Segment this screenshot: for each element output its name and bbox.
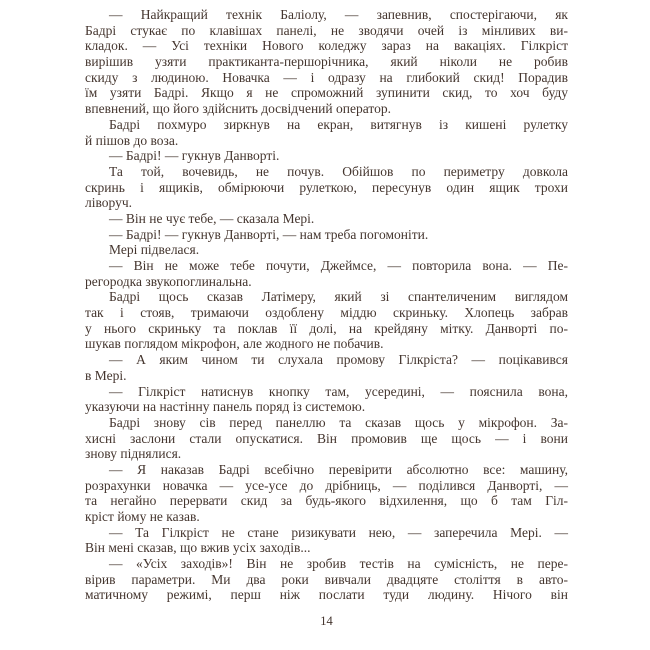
text-line: та негайно перервати скид за будь-якого відхилення, що б там Гіл- xyxy=(85,493,568,509)
text-line: кладок. — Усі техніки Нового коледжу зараз на вакаціях. Гілкріст xyxy=(85,38,568,54)
paragraph xyxy=(85,289,568,352)
text-line: розрахунки новачка — усе-усе до дрібниць, — поділився Данворті, — xyxy=(85,477,568,493)
paragraph xyxy=(85,211,568,227)
text-line: хисні заслони стали опускатися. Він промовив ще щось — і вони xyxy=(85,430,568,446)
text-line: Мері підвелася. xyxy=(109,242,200,258)
text-line: матичному режимі, перш ніж послати туди людину. Нічого він xyxy=(85,587,568,603)
text-line: вірив параметри. Ми два роки вивчали двадцяте століття в авто- xyxy=(85,571,568,587)
text-line: скиду з людиною. Новачка — і одразу на глибокий скид! Порадив xyxy=(85,69,568,85)
text-line: регородка звукопоглинальна. xyxy=(85,273,252,289)
paragraph xyxy=(85,258,568,289)
paragraph xyxy=(85,242,568,258)
text-line: Бадрі похмуро зиркнув на екран, витягнув із кишені рулетку xyxy=(109,116,568,132)
text-line: кріст йому не казав. xyxy=(85,509,200,524)
text-line: й пішов до воза. xyxy=(85,132,179,148)
paragraph xyxy=(85,7,568,117)
text-line: Бадрі знову сів перед панеллю та сказав щось у мікрофон. За- xyxy=(109,414,568,430)
text-line: — Та Гілкріст не стане ризикувати нею, — заперечила Мері. — xyxy=(109,524,568,540)
text-line: їм узяти Бадрі. Якщо я не спроможний зупинити скид, то хоч буду xyxy=(85,85,568,101)
text-line: указуючи на настінну панель поряд із системою. xyxy=(85,399,366,415)
page-number: 14 xyxy=(320,614,333,628)
paragraph xyxy=(85,227,568,243)
text-line: так і стояв, тримаючи оздоблену міддю скриньку. Хлопець забрав xyxy=(85,305,568,321)
paragraph xyxy=(85,415,568,462)
text-line: знову піднялися. xyxy=(85,446,182,462)
text-line: — Гілкріст натиснув кнопку там, усередині, — пояснила вона, xyxy=(109,383,568,399)
text-line: — Він не чує тебе, — сказала Мері. xyxy=(109,210,315,226)
text-line: у нього скриньку та поклав її долі, на крейдяну мітку. Данворті по- xyxy=(85,320,568,336)
paragraph xyxy=(85,117,568,148)
text-line: Бадрі стукає по клавішах панелі, не зводячи очей із мінливих ви- xyxy=(85,22,568,38)
text-line: Та той, вочевидь, не почув. Обійшов по периметру довкола xyxy=(109,163,568,179)
text-line: — «Усіх заходів»! Він не зробив тестів на сумісність, не пере- xyxy=(109,556,568,572)
text-line: — Бадрі! — гукнув Данворті. xyxy=(109,148,280,164)
paragraph xyxy=(85,352,568,383)
text-line: шукав поглядом мікрофон, але жодного не побачив. xyxy=(85,336,384,352)
text-line: — Бадрі! — гукнув Данворті, — нам треба погомоніти. xyxy=(109,226,429,242)
text-line: — Найкращий технік Баліолу, — запевнив, спостерігаючи, як xyxy=(109,7,568,22)
text-line: Він мені сказав, що вжив усіх заходів... xyxy=(85,540,311,556)
paragraph xyxy=(85,384,568,415)
text-block xyxy=(85,7,568,603)
text-line: ліворуч. xyxy=(85,195,133,211)
text-line: Бадрі щось сказав Латімеру, який зі спантеличеним виглядом xyxy=(109,289,568,305)
text-line: вирішив узяти практиканта-першорічника, який ніколи не робив xyxy=(85,54,568,70)
paragraph xyxy=(85,462,568,525)
text-line: — Він не може тебе почути, Джеймсе, — повторила вона. — Пе- xyxy=(109,258,568,273)
text-line: — Я наказав Бадрі всебічно перевірити абсолютно все: машину, xyxy=(109,461,568,477)
paragraph xyxy=(85,556,568,603)
paragraph xyxy=(85,148,568,164)
text-line: — А яким чином ти слухала промову Гілкріста? — поцікавився xyxy=(109,352,568,368)
text-line: в Мері. xyxy=(85,367,127,383)
text-line: скринь і ящиків, обмірюючи рулеткою, пересунув один ящик трохи xyxy=(85,179,568,195)
text-line: впевнений, що його здійснить досвідчений оператор. xyxy=(85,101,391,117)
paragraph xyxy=(85,164,568,211)
paragraph xyxy=(85,525,568,556)
